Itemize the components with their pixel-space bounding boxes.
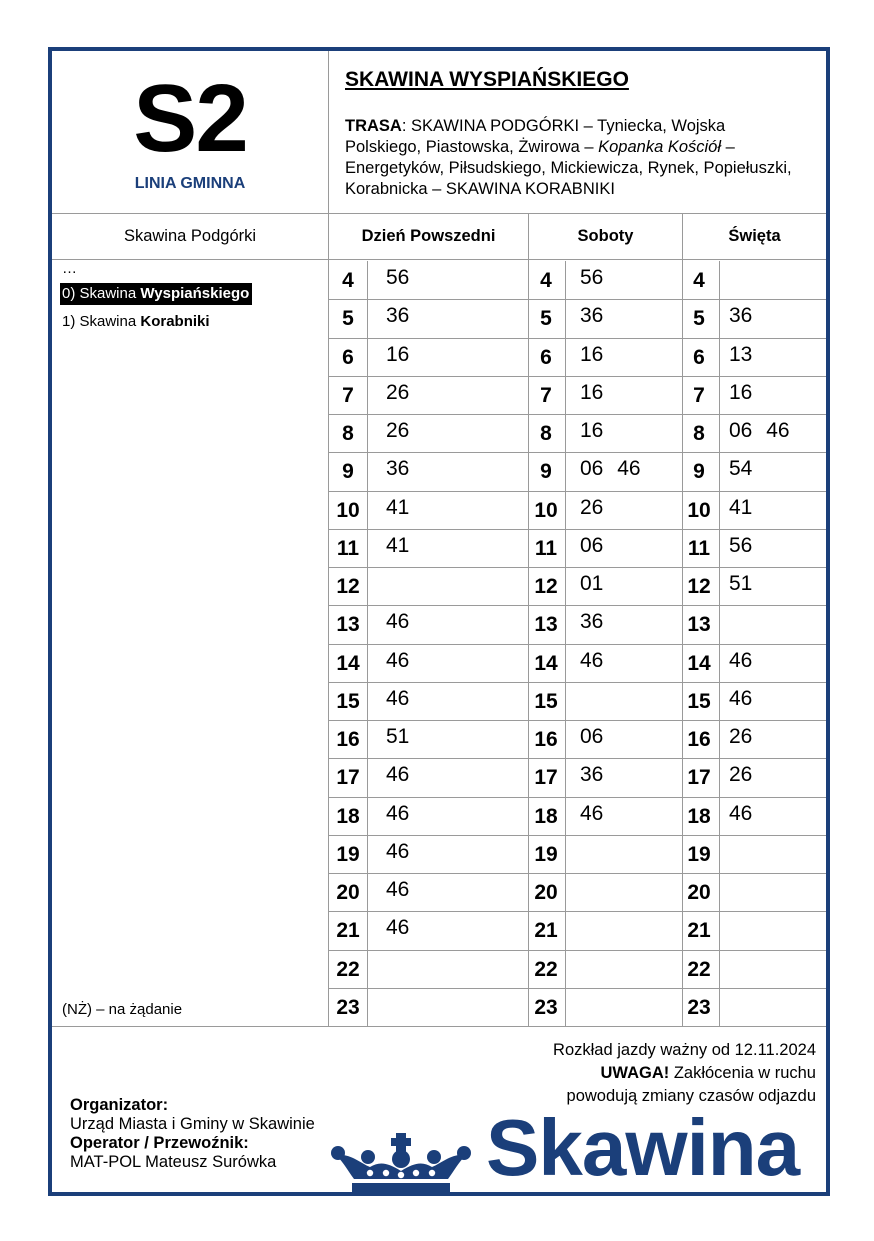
minutes-cell: 36 <box>580 763 604 787</box>
hour-cell: 21 <box>336 919 360 943</box>
divider <box>565 491 566 529</box>
hour-cell: 23 <box>534 995 558 1019</box>
divider <box>719 835 720 873</box>
stop-prefix: 0) Skawina <box>62 285 141 302</box>
hour-cell: 10 <box>534 498 558 522</box>
hour-cell: 8 <box>540 422 552 445</box>
hour-cell: 11 <box>336 536 360 560</box>
divider <box>565 758 566 796</box>
hour-cell: 15 <box>687 689 711 713</box>
minutes-cell: 36 <box>580 610 604 634</box>
stop-prefix: 1) Skawina <box>62 313 141 330</box>
hour-cell: 23 <box>687 995 711 1019</box>
divider <box>367 797 368 835</box>
hour-cell: 18 <box>336 804 360 828</box>
minutes-cell: 01 <box>580 572 604 595</box>
minutes-cell: 46 <box>729 801 753 825</box>
minutes-cell: 46 <box>729 686 753 710</box>
direction-label: Skawina Podgórki <box>123 226 257 245</box>
divider <box>565 873 566 911</box>
minutes-cell: 26 <box>580 495 604 519</box>
divider <box>367 491 368 529</box>
divider <box>565 299 566 337</box>
divider <box>719 644 720 682</box>
minutes-cell: 16 <box>580 380 604 404</box>
divider <box>565 605 566 643</box>
divider <box>367 529 368 567</box>
minutes-cell: 36 <box>386 457 410 481</box>
divider <box>565 950 566 988</box>
stop-title: SKAWINA WYSPIAŃSKIEGO <box>345 68 629 91</box>
hour-cell: 12 <box>687 575 711 598</box>
hour-cell: 21 <box>687 919 711 943</box>
organizer-block <box>70 1096 315 1172</box>
minutes-cell: 36 <box>580 304 604 328</box>
hour-cell: 12 <box>534 575 558 598</box>
divider <box>367 873 368 911</box>
divider <box>565 261 566 299</box>
divider <box>565 567 566 605</box>
line-type: LINIA GMINNA <box>134 175 246 192</box>
hour-cell: 19 <box>336 842 360 866</box>
hour-cell: 11 <box>687 536 711 560</box>
col-holiday: Święta <box>728 226 781 245</box>
minutes-cell: 41 <box>386 495 410 519</box>
route-part2: – Energetyków, Piłsudskiego, Mickiewicza, Rynek, Popiełuszki, Korabnicka – SKAWINA KORABNIKI <box>345 138 792 198</box>
minutes-cell: 51 <box>386 725 410 748</box>
divider <box>367 988 368 1026</box>
divider <box>719 452 720 490</box>
validity-info <box>553 1039 816 1108</box>
hour-cell: 19 <box>687 842 711 866</box>
divider <box>565 376 566 414</box>
minutes-cell: 56 <box>386 266 410 289</box>
hour-cell: 16 <box>687 728 711 751</box>
route-italic: Kopanka Kościół <box>598 138 722 156</box>
hour-cell: 8 <box>693 422 705 445</box>
hour-cell: 14 <box>534 651 558 675</box>
hour-cell: 7 <box>693 383 705 407</box>
minutes-cell: 41 <box>386 533 410 557</box>
minutes-cell: 54 <box>729 457 753 481</box>
warning-text2: powodują zmiany czasów odjazdu <box>566 1087 816 1105</box>
hour-cell: 9 <box>540 460 552 484</box>
divider <box>367 720 368 758</box>
divider <box>719 911 720 949</box>
minutes-cell: 26 <box>386 419 410 442</box>
hour-cell: 5 <box>693 307 705 331</box>
hour-cell: 21 <box>534 919 558 943</box>
hour-cell: 17 <box>534 766 558 790</box>
divider <box>719 491 720 529</box>
minutes-cell: 26 <box>386 380 410 404</box>
operator-name: MAT-POL Mateusz Surówka <box>70 1153 277 1171</box>
minutes-cell: 46 <box>386 801 410 825</box>
minutes-cell: 06 46 <box>729 419 790 442</box>
divider <box>367 261 368 299</box>
hour-cell: 4 <box>342 269 354 292</box>
divider <box>719 758 720 796</box>
divider <box>367 950 368 988</box>
divider <box>367 835 368 873</box>
minutes-cell: 51 <box>729 572 753 595</box>
divider <box>367 682 368 720</box>
route-label: TRASA <box>345 117 402 135</box>
hour-cell: 10 <box>687 498 711 522</box>
hour-cell: 17 <box>687 766 711 790</box>
minutes-cell: 46 <box>386 878 410 901</box>
minutes-cell: 36 <box>386 304 410 328</box>
line-number: S2 <box>133 65 247 172</box>
minutes-cell: 46 <box>386 763 410 787</box>
hour-cell: 4 <box>693 269 705 292</box>
legend-note: (NŻ) – na żądanie <box>62 1001 183 1018</box>
hour-cell: 6 <box>540 345 552 369</box>
minutes-cell: 46 <box>729 648 753 672</box>
route-part1: : SKAWINA PODGÓRKI – Tyniecka, Wojska Polskiego, Piastowska, Żwirowa – <box>345 117 726 156</box>
hour-cell: 10 <box>336 498 360 522</box>
organizer-name: Urząd Miasta i Gminy w Skawinie <box>70 1115 315 1133</box>
timetable-sheet <box>48 47 830 1196</box>
hour-cell: 19 <box>534 842 558 866</box>
minutes-cell: 36 <box>729 304 753 328</box>
organizer-label: Organizator: <box>70 1096 169 1114</box>
divider <box>565 835 566 873</box>
minutes-cell: 06 <box>580 533 604 557</box>
divider <box>367 605 368 643</box>
divider <box>719 529 720 567</box>
hour-cell: 13 <box>534 613 558 637</box>
hour-cell: 13 <box>336 613 360 637</box>
divider <box>565 452 566 490</box>
divider <box>565 720 566 758</box>
minutes-cell: 46 <box>386 839 410 863</box>
hour-cell: 14 <box>336 651 360 675</box>
divider <box>719 567 720 605</box>
hour-cell: 22 <box>687 957 711 981</box>
hour-cell: 12 <box>336 575 360 598</box>
hour-cell: 5 <box>342 307 354 331</box>
hour-cell: 22 <box>336 957 360 981</box>
crown-icon <box>330 1133 472 1195</box>
minutes-cell: 26 <box>729 763 753 787</box>
minutes-cell: 13 <box>729 342 753 366</box>
minutes-cell: 46 <box>386 686 410 710</box>
warning <box>553 1062 816 1085</box>
minutes-cell: 26 <box>729 725 753 748</box>
hour-cell: 6 <box>342 345 354 369</box>
divider <box>719 376 720 414</box>
hour-cell: 22 <box>534 957 558 981</box>
minutes-cell: 06 46 <box>580 457 641 481</box>
divider <box>565 529 566 567</box>
hour-cell: 9 <box>342 460 354 484</box>
divider <box>719 873 720 911</box>
hour-cell: 18 <box>534 804 558 828</box>
divider <box>565 338 566 376</box>
minutes-cell: 46 <box>386 648 410 672</box>
brand-logo-text: Skawina <box>486 1108 800 1188</box>
hour-cell: 5 <box>540 307 552 331</box>
divider <box>565 911 566 949</box>
hour-cell: 23 <box>336 995 360 1019</box>
divider <box>719 605 720 643</box>
hour-cell: 13 <box>687 613 711 637</box>
stop-name: Korabniki <box>140 313 210 330</box>
hour-cell: 20 <box>534 881 558 904</box>
divider <box>565 414 566 452</box>
col-weekday: Dzień Powszedni <box>361 226 496 245</box>
hour-cell: 9 <box>693 460 705 484</box>
divider <box>367 299 368 337</box>
divider <box>367 911 368 949</box>
divider <box>719 950 720 988</box>
route-description <box>345 116 805 200</box>
minutes-cell: 46 <box>580 801 604 825</box>
divider <box>719 720 720 758</box>
divider <box>719 299 720 337</box>
stops-ellipsis: … <box>62 260 77 277</box>
hour-cell: 7 <box>342 383 354 407</box>
hour-cell: 20 <box>336 881 360 904</box>
warning-text: Zakłócenia w ruchu <box>669 1064 816 1082</box>
hour-cell: 7 <box>540 383 552 407</box>
divider <box>367 414 368 452</box>
divider <box>719 414 720 452</box>
divider <box>367 567 368 605</box>
hour-cell: 17 <box>336 766 360 790</box>
divider <box>719 338 720 376</box>
hour-cell: 8 <box>342 422 354 445</box>
warning-label: UWAGA! <box>600 1064 670 1082</box>
divider <box>367 758 368 796</box>
hour-cell: 16 <box>534 728 558 751</box>
minutes-cell: 46 <box>386 610 410 634</box>
hour-cell: 6 <box>693 345 705 369</box>
divider <box>565 797 566 835</box>
divider <box>367 644 368 682</box>
divider <box>565 682 566 720</box>
divider <box>719 682 720 720</box>
minutes-cell: 16 <box>729 380 753 404</box>
minutes-cell: 56 <box>729 533 753 557</box>
stops-list <box>62 260 252 333</box>
divider <box>367 376 368 414</box>
hour-cell: 11 <box>534 536 558 560</box>
minutes-cell: 16 <box>386 342 410 366</box>
hour-cell: 14 <box>687 651 711 675</box>
col-saturday: Soboty <box>577 226 634 245</box>
hour-cell: 20 <box>687 881 711 904</box>
minutes-cell: 46 <box>580 648 604 672</box>
divider <box>565 988 566 1026</box>
hour-cell: 18 <box>687 804 711 828</box>
divider <box>367 338 368 376</box>
minutes-cell: 06 <box>580 725 604 748</box>
minutes-cell: 16 <box>580 419 604 442</box>
stop-next <box>62 311 252 333</box>
operator-label: Operator / Przewoźnik: <box>70 1134 249 1152</box>
hour-cell: 15 <box>534 689 558 713</box>
minutes-cell: 41 <box>729 495 753 519</box>
stop-current <box>60 283 252 305</box>
hour-cell: 15 <box>336 689 360 713</box>
divider <box>719 797 720 835</box>
hour-cell: 4 <box>540 269 552 292</box>
divider <box>565 644 566 682</box>
minutes-cell: 46 <box>386 916 410 940</box>
stop-name: Wyspiańskiego <box>140 285 250 302</box>
divider <box>367 452 368 490</box>
divider <box>52 259 826 260</box>
divider <box>719 261 720 299</box>
divider <box>719 988 720 1026</box>
minutes-cell: 56 <box>580 266 604 289</box>
hour-cell: 16 <box>336 728 360 751</box>
minutes-cell: 16 <box>580 342 604 366</box>
valid-from: Rozkład jazdy ważny od 12.11.2024 <box>553 1041 816 1059</box>
